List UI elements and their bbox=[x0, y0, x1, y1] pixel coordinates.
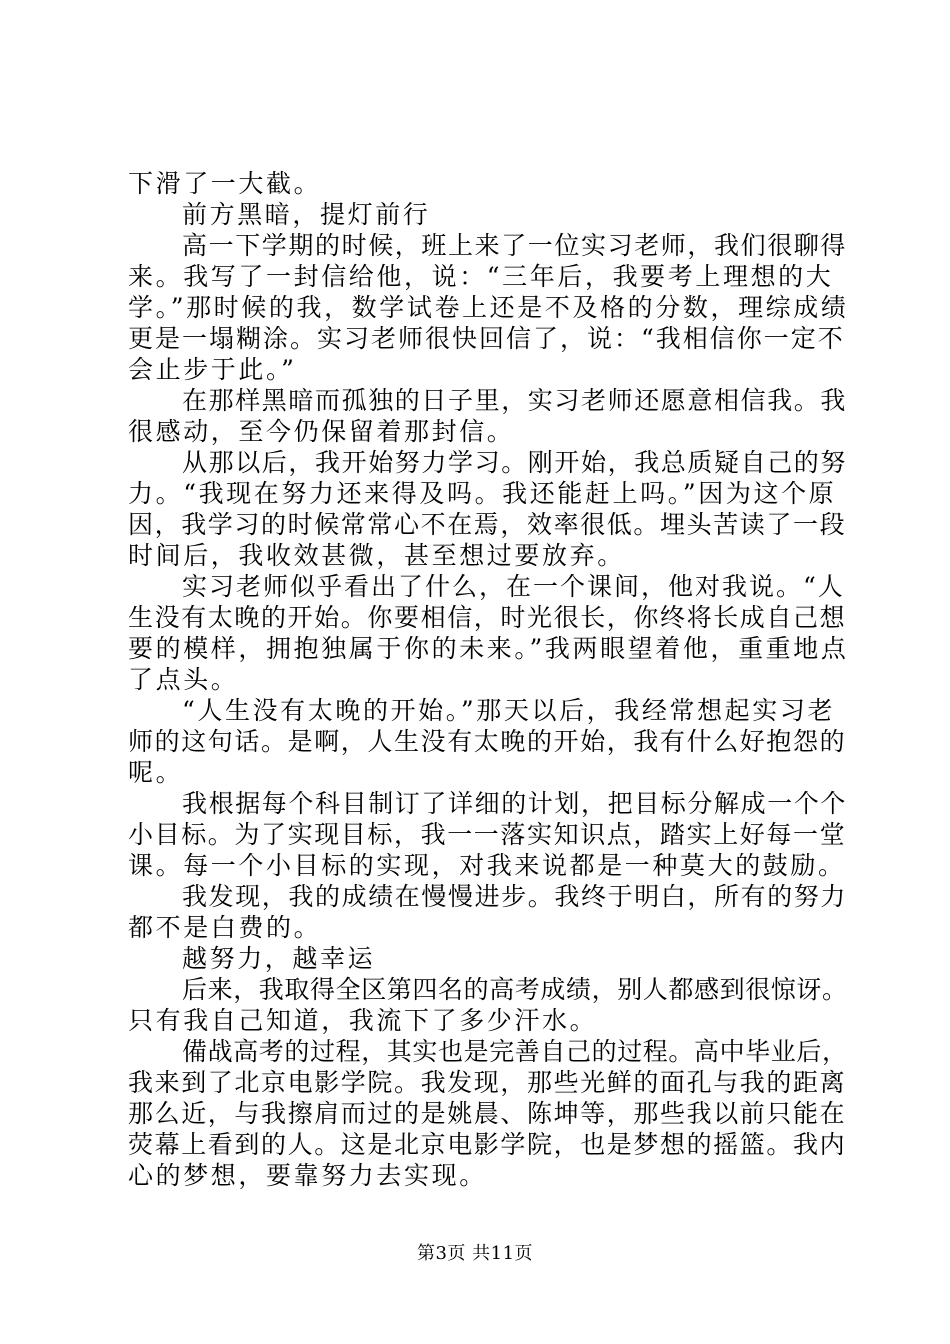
text-line: 小目标。为了实现目标，我一一落实知识点，踏实上好每一堂 bbox=[128, 820, 847, 849]
text-line: 力。“我现在努力还来得及吗。我还能赶上吗。”因为这个原 bbox=[128, 479, 837, 508]
text-line: 在那样黑暗而孤独的日子里，实习老师还愿意相信我。我 bbox=[182, 386, 848, 415]
text-line: 师的这句话。是啊，人生没有太晚的开始，我有什么好抱怨的 bbox=[128, 727, 847, 756]
text-line: 时间后，我收效甚微，甚至想过要放弃。 bbox=[128, 541, 625, 570]
text-line: 我根据每个科目制订了详细的计划，把目标分解成一个个 bbox=[182, 789, 848, 818]
text-line: 下滑了一大截。 bbox=[128, 169, 322, 198]
text-line: 備战高考的过程，其实也是完善自己的过程。高中毕业后， bbox=[182, 1037, 848, 1066]
text-line: 只有我自己知道，我流下了多少汗水。 bbox=[128, 1006, 598, 1035]
text-line: “人生没有太晚的开始。”那天以后，我经常想起实习老 bbox=[182, 696, 836, 725]
text-line: 我来到了北京电影学院。我发现，那些光鲜的面孔与我的距离 bbox=[128, 1068, 847, 1097]
text-line: 要的模样，拥抱独属于你的未来。”我两眼望着他，重重地点 bbox=[128, 634, 849, 663]
text-line: 都不是白费的。 bbox=[128, 913, 322, 942]
text-line: 实习老师似乎看出了什么，在一个课间，他对我说。“人 bbox=[182, 572, 845, 601]
text-line: 那么近，与我擦肩而过的是姚晨、陈坤等，那些我以前只能在 bbox=[128, 1099, 847, 1128]
text-line: 心的梦想，要靠努力去实现。 bbox=[128, 1161, 487, 1190]
text-line: 越努力，越幸运 bbox=[182, 944, 376, 973]
text-line: 因，我学习的时候常常心不在焉，效率很低。埋头苦读了一段 bbox=[128, 510, 847, 539]
text-line: 生没有太晚的开始。你要相信，时光很长，你终将长成自己想 bbox=[128, 603, 847, 632]
text-line: 更是一塌糊涂。实习老师很快回信了，说：“我相信你一定不 bbox=[128, 324, 845, 353]
page-footer: 第3页 共11页 bbox=[416, 1243, 534, 1264]
text-line: 高一下学期的时候，班上来了一位实习老师，我们很聊得 bbox=[182, 231, 848, 260]
text-line: 从那以后，我开始努力学习。刚开始，我总质疑自己的努 bbox=[182, 448, 848, 477]
text-line: 来。我写了一封信给他，说：“三年后，我要考上理想的大 bbox=[128, 262, 834, 291]
text-line: 会止步于此。” bbox=[128, 355, 297, 384]
text-line: 很感动，至今仍保留着那封信。 bbox=[128, 417, 515, 446]
text-line: 了点头。 bbox=[128, 665, 239, 694]
text-line: 后来，我取得全区第四名的高考成绩，别人都感到很惊讶。 bbox=[182, 975, 848, 1004]
text-line: 荧幕上看到的人。这是北京电影学院，也是梦想的摇篮。我内 bbox=[128, 1130, 847, 1159]
document-body bbox=[128, 168, 848, 1191]
text-line: 呢。 bbox=[128, 758, 184, 787]
text-line: 我发现，我的成绩在慢慢进步。我终于明白，所有的努力 bbox=[182, 882, 848, 911]
text-line: 课。每一个小目标的实现，对我来说都是一种莫大的鼓励。 bbox=[128, 851, 846, 880]
text-line: 学。”那时候的我，数学试卷上还是不及格的分数，理综成绩 bbox=[128, 293, 849, 322]
text-line: 前方黑暗，提灯前行 bbox=[182, 200, 431, 229]
